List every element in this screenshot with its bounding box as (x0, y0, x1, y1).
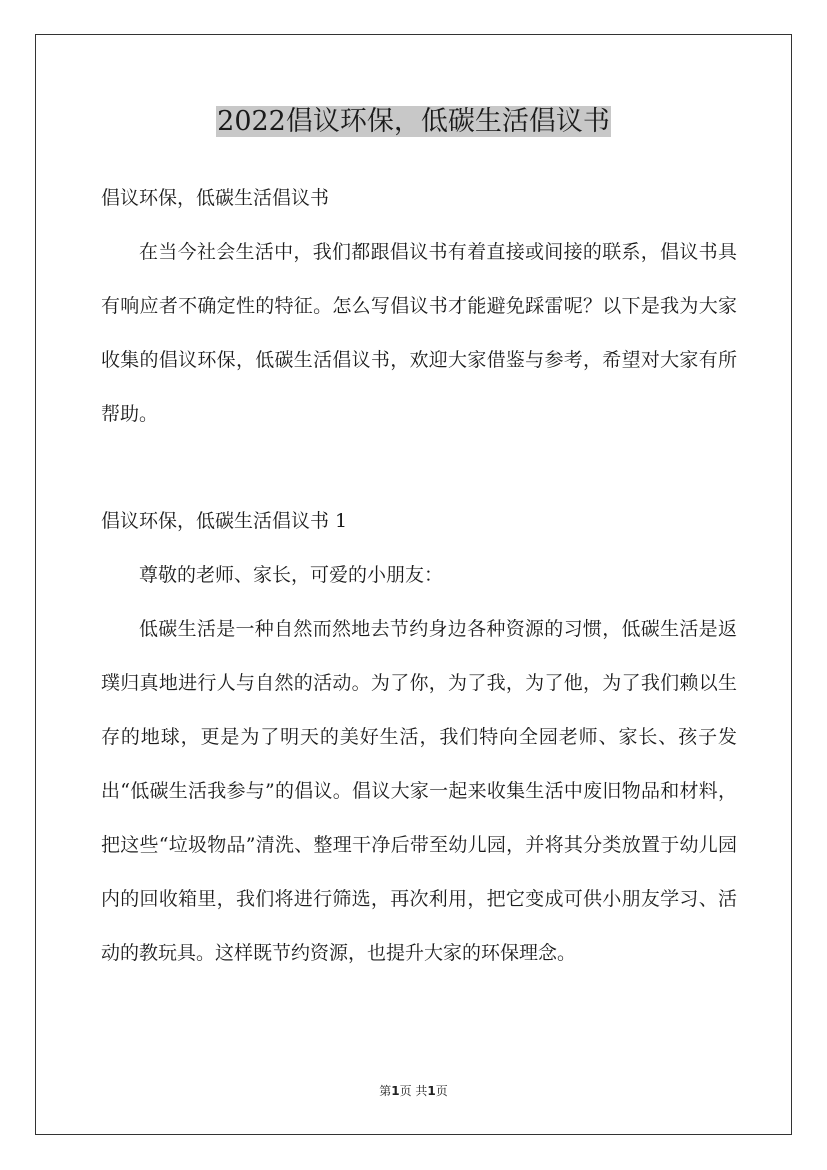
salutation: 尊敬的老师、家长，可爱的小朋友： (139, 564, 444, 586)
document-title (0, 102, 827, 142)
document-subtitle: 倡议环保，低碳生活倡议书 (101, 187, 330, 209)
page-prefix: 第 (379, 1084, 392, 1098)
page-current: 1 (391, 1084, 400, 1098)
page-footer (0, 1082, 827, 1099)
page-suffix: 页 (435, 1084, 448, 1098)
document-title-text: 2022倡议环保，低碳生活倡议书 (217, 106, 610, 137)
document-body (101, 171, 737, 980)
page-mid: 页 共 (399, 1084, 428, 1098)
paragraph-spacer (101, 441, 737, 494)
section-heading: 倡议环保，低碳生活倡议书 1 (101, 510, 348, 532)
intro-paragraph: 在当今社会生活中，我们都跟倡议书有着直接或间接的联系，倡议书具有响应者不确定性的特征。怎么写倡议书才能避免踩雷呢？以下是我为大家收集的倡议环保，低碳生活倡议书，欢迎大家借鉴与参考，希望对大家有所帮助。 (101, 241, 737, 425)
body-paragraph: 低碳生活是一种自然而然地去节约身边各种资源的习惯，低碳生活是返璞归真地进行人与自然的活动。为了你，为了我，为了他，为了我们赖以生存的地球，更是为了明天的美好生活，我们特向全园老师、家长、孩子发出“低碳生活我参与”的倡议。倡议大家一起来收集生活中废旧物品和材料，把这些“垃圾物品”清洗、整理干净后带至幼儿园，并将其分类放置于幼儿园内的回收箱里，我们将进行筛选，再次利用，把它变成可供小朋友学习、活动的教玩具。这样既节约资源，也提升大家的环保理念。 (101, 618, 737, 964)
page-total: 1 (427, 1084, 436, 1098)
